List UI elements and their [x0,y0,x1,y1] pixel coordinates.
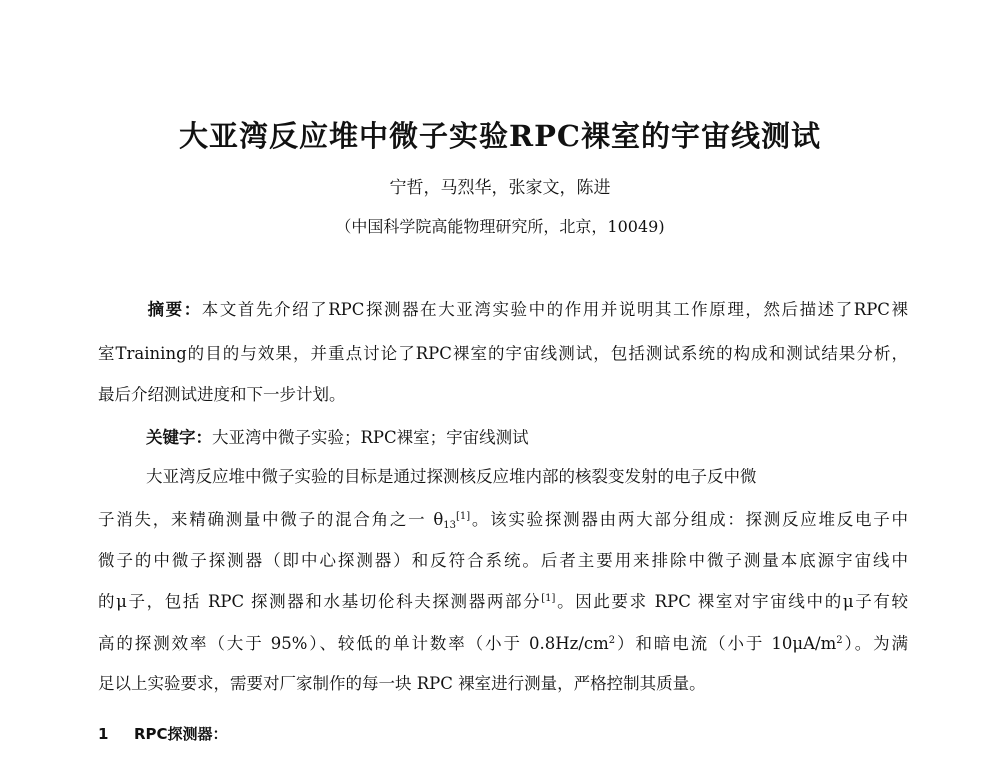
abstract-label: 摘要： [146,300,202,319]
intro-text-4b: 。因此要求 RPC 裸室对宇宙线中的μ子有较 [555,592,908,611]
section-title: RPC探测器： [134,725,228,743]
citation-ref: [1] [456,511,471,522]
intro-text-5b: ）和暗电流（小于 10μA/m [615,634,837,653]
intro-line-3 [98,547,908,571]
citation-ref: [1] [541,593,556,604]
abstract-text-2: 室Training的目的与效果，并重点讨论了RPC裸室的宇宙线测试，包括测试系统的构成和测试结果分析， [98,344,908,363]
intro-text-1: 大亚湾反应堆中微子实验的目标是通过探测核反应堆内部的核裂变发射的电子反中微 [146,467,757,486]
paper-title: 大亚湾反应堆中微子实验RPC裸室的宇宙线测试 [179,119,821,153]
abstract-text-3: 最后介绍测试进度和下一步计划。 [98,385,346,404]
abstract-line-2 [98,340,908,364]
intro-line-5 [98,630,908,654]
keywords-text: 大亚湾中微子实验；RPC裸室；宇宙线测试 [212,428,529,447]
intro-line-1 [98,463,908,487]
section-heading [98,723,228,744]
intro-text-3: 微子的中微子探测器（即中心探测器）和反符合系统。后者主要用来排除中微子测量本底源宇宙线中 [98,551,908,570]
intro-text-2a: 子消失，来精确测量中微子的混合角之一 θ [98,510,444,529]
intro-text-6: 足以上实验要求，需要对厂家制作的每一块 RPC 裸室进行测量，严格控制其质量。 [98,674,706,693]
unit-superscript: 2 [836,635,843,646]
intro-text-2b: 。该实验探测器由两大部分组成：探测反应堆反电子中 [470,510,908,529]
theta-subscript: 13 [443,520,457,530]
intro-line-6 [98,670,908,694]
intro-line-4 [98,588,908,612]
abstract-text-1: 本文首先介绍了RPC探测器在大亚湾实验中的作用并说明其工作原理，然后描述了RPC裸 [201,300,908,319]
intro-text-4a: 的μ子，包括 RPC 探测器和水基切伦科夫探测器两部分 [98,592,542,611]
abstract-line-3 [98,381,908,405]
keywords-line [98,424,908,448]
intro-line-2 [98,506,908,530]
unit-superscript: 2 [608,635,616,646]
intro-text-5a: 高的探测效率（大于 95%）、较低的单计数率（小于 0.8Hz/cm [98,634,609,653]
paper-affiliation: （中国科学院高能物理研究所，北京，10049) [335,217,665,236]
abstract-line-1 [98,296,908,320]
keywords-label: 关键字： [146,428,212,447]
paper-authors: 宁哲，马烈华，张家文，陈进 [389,178,611,198]
intro-text-5c: ）。为满 [842,634,908,653]
section-number: 1 [98,725,109,743]
